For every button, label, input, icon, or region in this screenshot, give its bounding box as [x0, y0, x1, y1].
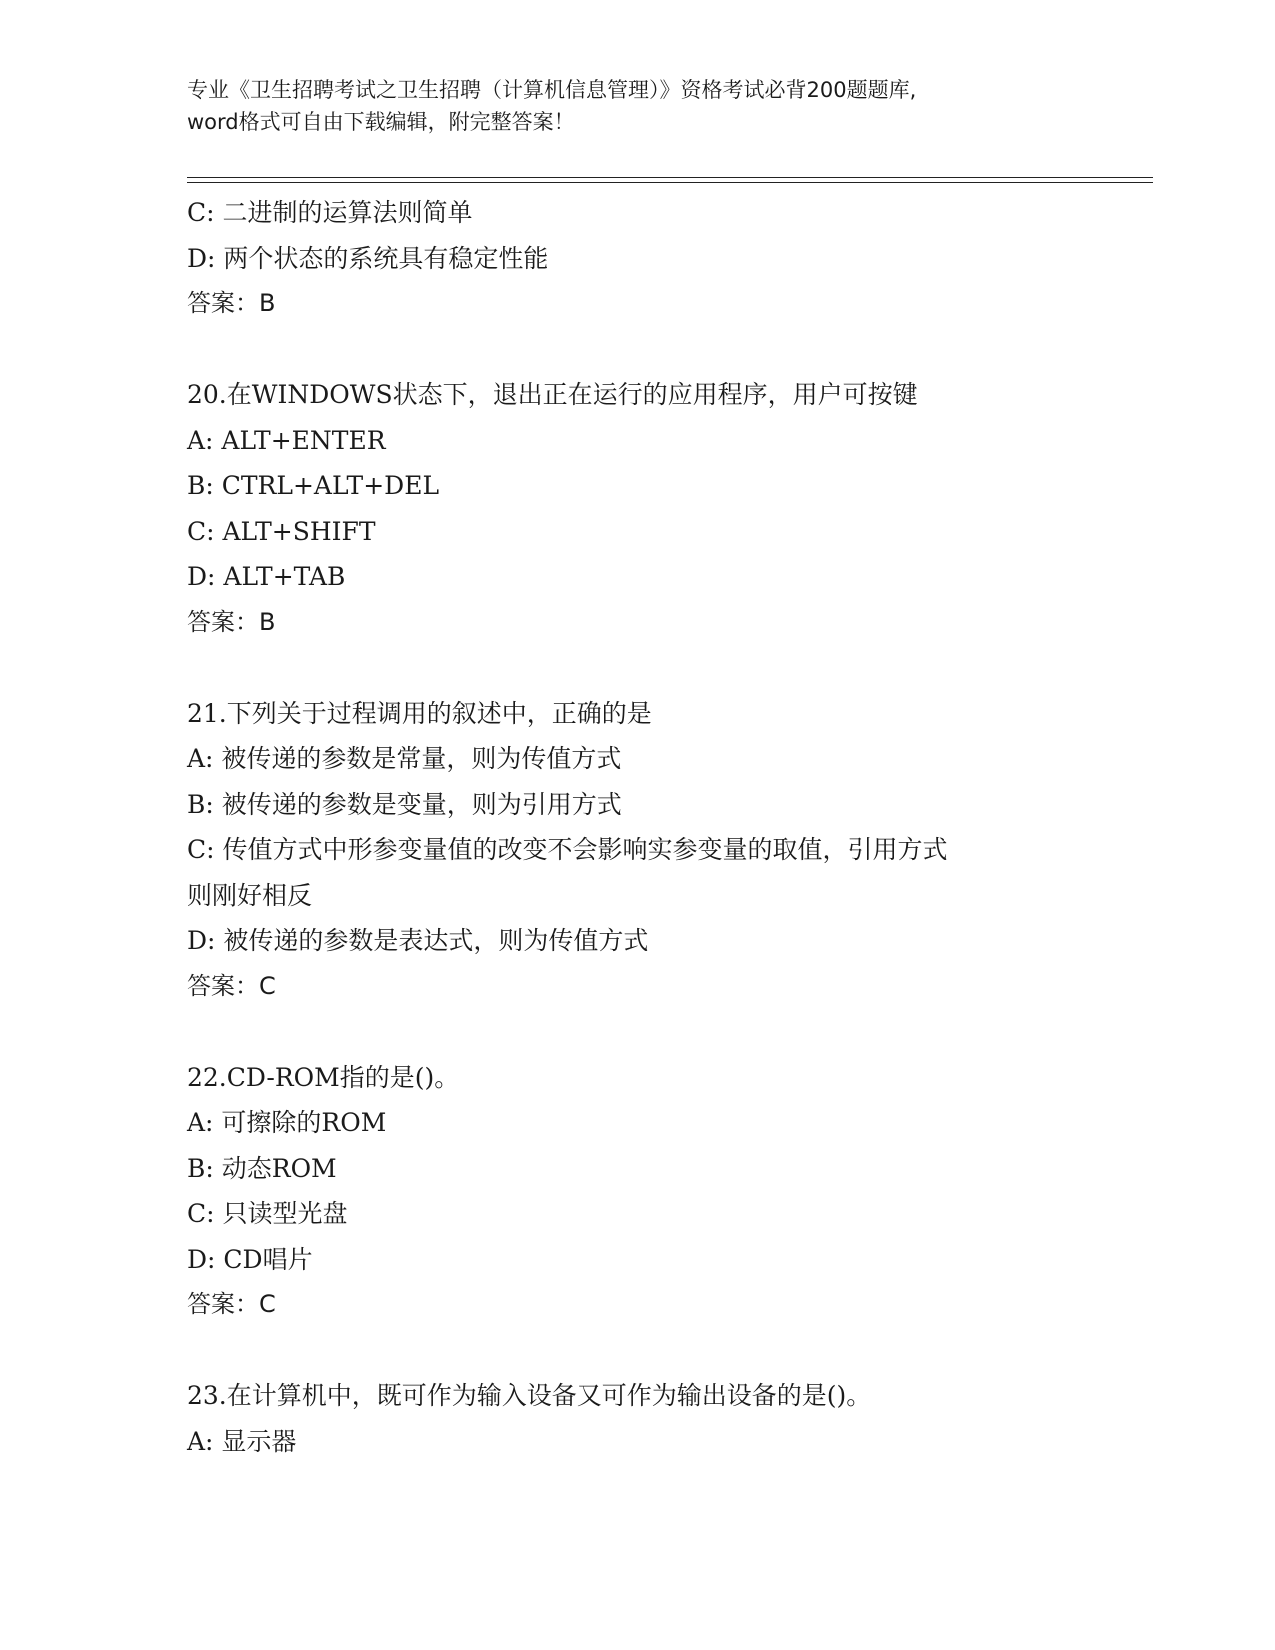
option-c-line-1: C: 传值方式中形参变量值的改变不会影响实参变量的取值，引用方式: [187, 835, 948, 864]
header-divider-bottom: [187, 182, 1153, 183]
question-20: [187, 372, 1087, 645]
answer: 答案：B: [187, 289, 276, 317]
header-title-line-1: 专业《卫生招聘考试之卫生招聘（计算机信息管理）》资格考试必背200题题库,: [187, 78, 917, 102]
option-b: B: CTRL+ALT+DEL: [187, 471, 440, 500]
header-title-line-2: word格式可自由下载编辑，附完整答案！: [187, 110, 575, 134]
question-text: 21.下列关于过程调用的叙述中，正确的是: [187, 698, 652, 728]
option-a: A: 显示器: [187, 1426, 297, 1456]
answer: 答案：C: [187, 971, 276, 1000]
option-b: B: 动态ROM: [187, 1153, 337, 1183]
option-a: A: 可擦除的ROM: [187, 1108, 387, 1137]
option-d: D: ALT+TAB: [187, 562, 346, 591]
question-text: 20.在WINDOWS状态下，退出正在运行的应用程序，用户可按键: [187, 380, 918, 409]
option-c-line-2: 则刚好相反: [187, 880, 313, 910]
document-header: [187, 74, 1087, 138]
question-22: [187, 1055, 1087, 1328]
option-d: D: 被传递的参数是表达式，则为传值方式: [187, 926, 649, 955]
spacer: [187, 327, 1087, 373]
question-21: [187, 691, 1087, 1010]
option-b: B: 被传递的参数是变量，则为引用方式: [187, 789, 622, 819]
option-d: D: CD唱片: [187, 1244, 313, 1274]
option-a: A: ALT+ENTER: [187, 425, 386, 455]
document-body: [187, 190, 1087, 1464]
question-text: 23.在计算机中，既可作为输入设备又可作为输出设备的是()。: [187, 1381, 872, 1410]
spacer: [187, 1328, 1087, 1374]
question-fragment: [187, 190, 1087, 327]
spacer: [187, 645, 1087, 691]
option-c: C: 二进制的运算法则简单: [187, 198, 473, 227]
option-c: C: ALT+SHIFT: [187, 516, 376, 546]
option-d: D: 两个状态的系统具有稳定性能: [187, 243, 549, 273]
option-c: C: 只读型光盘: [187, 1199, 348, 1228]
answer: 答案：C: [187, 1290, 276, 1318]
question-23: [187, 1373, 1087, 1464]
spacer: [187, 1009, 1087, 1055]
header-divider-top: [187, 177, 1153, 178]
option-a: A: 被传递的参数是常量，则为传值方式: [187, 744, 622, 773]
answer: 答案：B: [187, 607, 276, 636]
question-text: 22.CD-ROM指的是()。: [187, 1062, 460, 1092]
